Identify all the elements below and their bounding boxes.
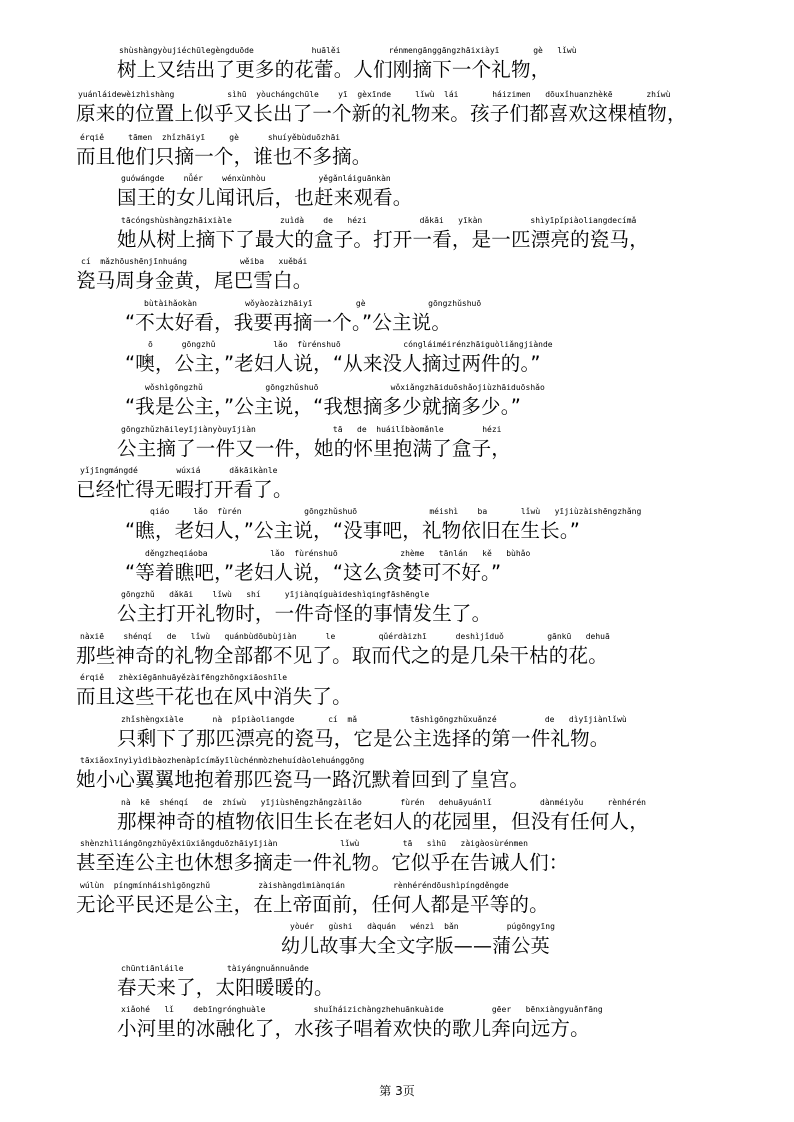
text-line [0, 133, 794, 173]
pinyin-line: qiáo lǎo fùrén gōngzhǔshuō méishì ba lǐwù yījiùzàishēngzhǎng [150, 507, 642, 516]
chinese-line: 公主打开礼物时，一件奇怪的事情发生了。 [117, 602, 492, 625]
text-line [0, 839, 794, 879]
pinyin-line: děngzheqiáoba lǎo fùrénshuō zhème tānlán kě bùhǎo [145, 549, 531, 558]
chinese-line: “我是公主，”公主说，“我想摘多少就摘多少。” [125, 395, 522, 418]
chinese-line: 已经忙得无暇打开看了。 [76, 478, 293, 501]
text-line [0, 507, 794, 547]
pinyin-line: wúlùn píngmínháishìgōngzhǔ zàishàngdìmiànqián rènhéréndōushìpíngděngde [80, 881, 509, 890]
chinese-line: 无论平民还是公主，在上帝面前，任何人都是平等的。 [76, 893, 549, 916]
pinyin-line: tācóngshùshàngzhāixiàle zuìdà de hézi dǎkāi yīkàn shìyīpǐpiàoliangdecímǎ [121, 216, 637, 225]
chinese-line: 她从树上摘下了最大的盒子。打开一看，是一匹漂亮的瓷马， [117, 228, 649, 251]
chinese-line: “噢，公主，”老妇人说，“从来没人摘过两件的。” [125, 352, 541, 375]
chinese-line: “瞧，老妇人，”公主说，“没事吧，礼物依旧在生长。” [125, 519, 581, 542]
text-line [0, 590, 794, 630]
pinyin-line: érqiě zhèxiēgānhuāyězàifēngzhōngxiāoshīle [80, 673, 288, 682]
pinyin-line: yǐjīngmángdé wúxiá dǎkāikànle [80, 466, 278, 475]
chinese-line: 甚至连公主也休想多摘走一件礼物。它似乎在告诫人们： [76, 851, 569, 874]
text-line [0, 1005, 794, 1045]
chinese-line: “等着瞧吧，”老妇人说，“这么贪婪可不好。” [125, 561, 502, 584]
pinyin-line: shènzhìliángōngzhǔyěxiūxiǎngduōzhāiyījiàn lǐwù tā sìhū zàigàosùrénmen [80, 839, 528, 848]
text-line [0, 90, 794, 130]
pinyin-line: ō gōngzhǔ lǎo fùrénshuō cóngláiméirénzhāiguòliǎngjiànde [148, 340, 553, 349]
text-line [0, 216, 794, 256]
text-line [0, 46, 794, 86]
text-line [0, 715, 794, 755]
text-line [0, 425, 794, 465]
pinyin-line: xiǎohé lǐ debīngrónghuàle shuǐháizichàngzhehuānkuàide gēer bēnxiàngyuǎnfāng [121, 1005, 603, 1014]
text-line [0, 174, 794, 214]
text-line [0, 383, 794, 423]
text-line [0, 549, 794, 589]
pinyin-line: cí mǎzhōushēnjīnhuáng wěiba xuěbái [81, 257, 308, 266]
text-line [0, 964, 794, 1004]
pinyin-line: yòuér gùshi dàquán wénzì bǎn púgōngyīng [290, 922, 555, 931]
text-line [0, 756, 794, 796]
chinese-line: 那些神奇的礼物全部都不见了。取而代之的是几朵干枯的花。 [76, 644, 608, 667]
pinyin-line: tāxiǎoxīnyìyìdìbàozhenàpǐcímǎyīlùchénmòzhehuídàolehuánggōng [80, 756, 365, 765]
chinese-line: 小河里的冰融化了，水孩子唱着欢快的歌儿奔向远方。 [117, 1017, 590, 1040]
pinyin-line: wǒshìgōngzhǔ gōngzhǔshuō wǒxiǎngzhāiduōshǎojiùzhāiduōshǎo [145, 383, 545, 392]
text-line [0, 798, 794, 838]
text-line [0, 673, 794, 713]
chinese-line: 而且这些干花也在风中消失了。 [76, 685, 352, 708]
chinese-line: 只剩下了那匹漂亮的瓷马，它是公主选择的第一件礼物。 [117, 727, 610, 750]
pinyin-line: chūntiānláile tàiyángnuǎnnuǎnde [121, 964, 309, 973]
pinyin-line: nàxiē shénqí de lǐwù quánbùdōubùjiàn le qǔérdàizhī deshìjǐduǒ gānkū dehuā [80, 632, 610, 641]
text-line [0, 881, 794, 921]
chinese-line: 瓷马周身金黄，尾巴雪白。 [76, 269, 313, 292]
text-line [0, 922, 794, 962]
pinyin-line: yuánláidewèizhìshàng sìhū yòuchángchūle yī gèxīnde lǐwù lái háizimen dōuxǐhuanzhèkē zhíwù [78, 90, 671, 99]
section-title: 幼儿故事大全文字版——蒲公英 [281, 935, 550, 957]
text-line [0, 257, 794, 297]
text-line [0, 299, 794, 339]
text-line [0, 340, 794, 380]
chinese-line: 而且他们只摘一个，谁也不多摘。 [76, 145, 372, 168]
pinyin-line: nà kē shénqí de zhíwù yījiùshēngzhǎngzàilǎo fùrén dehuāyuánlǐ dànméiyǒu rènhérén [121, 798, 646, 807]
pinyin-line: zhǐshèngxiàle nà pǐpiàoliangde cí mǎ tāshìgōngzhǔxuǎnzé de dìyījiànlǐwù [121, 715, 627, 724]
text-line [0, 466, 794, 506]
chinese-line: 原来的位置上似乎又长出了一个新的礼物来。孩子们都喜欢这棵植物， [76, 102, 687, 125]
pinyin-line: guówángde nǚér wénxùnhòu yěgǎnláiguānkàn [121, 174, 391, 183]
chinese-line: 那棵神奇的植物依旧生长在老妇人的花园里，但没有任何人， [117, 810, 649, 833]
page-number: 第 3页 [379, 1084, 415, 1098]
chinese-line: 春天来了，太阳暖暖的。 [117, 976, 334, 999]
pinyin-line: shùshàngyòujiéchūlegèngduōde huālěi rénmengānggāngzhāixiàyī gè lǐwù [119, 46, 577, 55]
chinese-line: 国王的女儿闻讯后，也赶来观看。 [117, 186, 413, 209]
pinyin-line: gōngzhǔzhāileyījiànyòuyījiàn tā de huáilǐbàomǎnle hézi [121, 425, 502, 434]
pinyin-line: bùtàihǎokàn wǒyàozàizhāiyī gè gōngzhǔshuō [144, 299, 482, 308]
pinyin-line: érqiě tāmen zhǐzhāiyī gè shuíyěbùduōzhāi [80, 133, 341, 142]
pinyin-line: gōngzhǔ dǎkāi lǐwù shí yījiànqíguàideshìqingfāshēngle [121, 590, 430, 599]
text-line [0, 632, 794, 672]
chinese-line: 她小心翼翼地抱着那匹瓷马一路沉默着回到了皇宫。 [76, 768, 530, 791]
chinese-line: “不太好看，我要再摘一个。”公主说。 [125, 311, 452, 334]
chinese-line: 树上又结出了更多的花蕾。人们刚摘下一个礼物， [117, 58, 551, 81]
chinese-line: 公主摘了一件又一件，她的怀里抱满了盒子， [117, 437, 512, 460]
